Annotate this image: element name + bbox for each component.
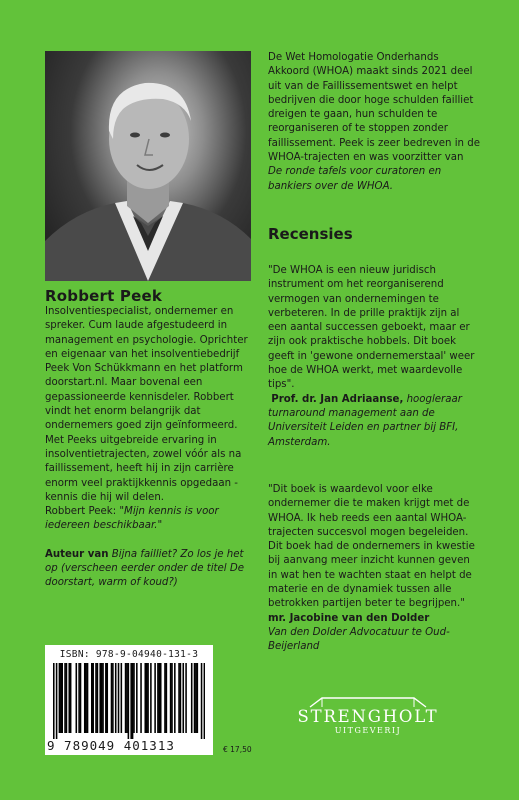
barcode-bar	[56, 663, 58, 739]
barcode-bar	[78, 663, 80, 733]
barcode-bar	[194, 663, 196, 733]
barcode-bar	[102, 663, 104, 733]
author-other-book-label: Auteur van	[45, 548, 109, 560]
intro-italic: De ronde tafels voor curatoren en bankiers over de WHOA.	[268, 166, 442, 192]
barcode-bar	[125, 663, 127, 733]
author-quote-line	[45, 505, 257, 534]
barcode-bar	[180, 663, 182, 733]
review-1-text: "De WHOA is een nieuw juridisch instrument om het reorganiserend vermogen van ondernemingen te verbeteren. In de prille praktijk zijn al een aantal successen geboekt, maar er zijn ook praktische hobbels. Dit boek geeft in 'gewone ondernemerstaal' weer hoe de WHOA werkt, met waardevolle tips".	[268, 265, 475, 391]
author-quote-name: Robbert Peek:	[45, 506, 117, 518]
isbn-label: ISBN: 978-9-04940-131-3	[59, 649, 199, 660]
barcode-bar	[80, 663, 82, 733]
barcode-bar	[130, 663, 132, 739]
author-portrait-illustration	[45, 51, 251, 281]
review-2-attribution	[268, 612, 480, 655]
barcode-bar	[101, 663, 103, 733]
barcode-bar	[174, 663, 176, 733]
author-other-book-title: Bijna failliet? Zo los je het op (verscheen eerder onder de titel De doorstart, warm of koud?)	[45, 548, 244, 589]
author-bio-column	[45, 305, 257, 591]
publisher-logo	[283, 696, 453, 756]
barcode-bar	[144, 663, 146, 733]
barcode-bar	[112, 663, 114, 733]
author-name: Robbert Peek	[45, 287, 163, 305]
barcode-bar	[121, 663, 123, 733]
barcode-bar	[95, 663, 97, 733]
barcode-bar	[84, 663, 86, 733]
author-photo	[45, 51, 251, 281]
barcode-bar	[53, 663, 55, 739]
barcode-bar	[87, 663, 89, 733]
barcode-bars	[53, 663, 205, 739]
review-1-attribution	[268, 393, 480, 450]
barcode-bar	[59, 663, 61, 733]
publisher-sub: UITGEVERIJ	[334, 726, 402, 735]
barcode-bar	[68, 663, 70, 733]
barcode-bar	[99, 663, 101, 733]
barcode-bar	[66, 663, 68, 733]
review-1-name: Prof. dr. Jan Adriaanse,	[271, 393, 404, 405]
barcode-digits: 9 789049 401313	[47, 738, 175, 753]
barcode-bar	[76, 663, 78, 733]
barcode-bar	[136, 663, 138, 733]
barcode-bar	[106, 663, 108, 733]
barcode-bar	[61, 663, 63, 733]
barcode-bar	[166, 663, 168, 733]
review-1	[268, 264, 480, 450]
intro-column	[268, 51, 480, 194]
barcode-bar	[118, 663, 120, 733]
review-2	[268, 483, 480, 655]
barcode-bar	[159, 663, 161, 733]
barcode-bar	[164, 663, 166, 733]
intro-paragraph	[268, 51, 480, 194]
barcode-bar	[201, 663, 203, 739]
review-2-role: Van den Dolder Advocatuur te Oud-Beijerland	[268, 626, 450, 653]
isbn-barcode	[45, 645, 213, 755]
barcode-bar	[92, 663, 94, 733]
barcode-bar	[111, 663, 113, 733]
review-2-text: "Dit boek is waardevol voor elke ondernemer die te maken krijgt met de WHOA. Ik heb reeds een aantal WHOA-trajecten succesvol mogen begeleiden. Dit boek had de ondernemers in kwestie bij aanvang meer inzicht kunnen geven in wat hen te wachten staat en helpt de materie en de dynamiek tussen alle betrokken partijen beter te begrijpen."	[268, 484, 475, 610]
barcode-bar	[170, 663, 172, 733]
barcode-bar	[133, 663, 135, 733]
barcode-bar	[154, 663, 156, 733]
barcode-bar	[160, 663, 162, 733]
barcode-bar	[178, 663, 180, 733]
intro-text: De Wet Homologatie Onderhands Akkoord (WHOA) maakt sinds 2021 deel uit van de Faillissementswet en helpt bedrijven die door hoge schulden failliet dreigen te gaan, hun schulden te reorganiseren of te stoppen zonder faillissement. Peek is zeer bedreven in de WHOA-trajecten en was voorzitter van	[268, 52, 480, 164]
barcode-bar	[195, 663, 197, 733]
barcode-bar	[204, 663, 205, 739]
barcode-bar	[60, 663, 62, 733]
author-other-book	[45, 548, 257, 591]
barcode-bar	[150, 663, 152, 733]
barcode-bar	[182, 663, 184, 733]
review-2-name: mr. Jacobine van den Dolder	[268, 612, 430, 624]
barcode-bar	[157, 663, 159, 733]
barcode-bar	[70, 663, 72, 733]
barcode-bar	[85, 663, 87, 733]
barcode-bar	[126, 663, 128, 733]
barcode-bar	[105, 663, 107, 733]
barcode-bar	[197, 663, 199, 733]
recensies-heading: Recensies	[268, 225, 353, 243]
review-1-role: hoogleraar turnaround management aan de Universiteit Leiden en partner bij BFI, Amsterdam.	[268, 393, 462, 448]
barcode-bar	[97, 663, 99, 733]
barcode-bar	[64, 663, 66, 733]
barcode-bar	[140, 663, 142, 733]
barcode-bar	[128, 663, 130, 739]
barcode-bar	[115, 663, 117, 733]
price: € 17,50	[223, 745, 252, 754]
barcode-bar	[185, 663, 187, 733]
barcode-bar	[132, 663, 134, 739]
author-bio: Insolventiespecialist, ondernemer en spreker. Cum laude afgestudeerd in management en psychologie. Oprichter en eigenaar van het insolventiebedrijf Peek Von Schükkmann en het platform doorstart.nl. Maar bovenal een gepassioneerde kennisdeler. Robbert vindt het enorm belangrijk dat ondernemers goed zijn geïnformeerd. Met Peeks uitgebreide ervaring in insolventietrajecten, zowel vóór als na faillissement, heeft hij in zijn carrière enorm veel praktijkkennis opgedaan - kennis die hij wil delen.	[45, 306, 248, 503]
author-quote: "Mijn kennis is voor iedereen beschikbaar."	[45, 506, 219, 532]
barcode-bar	[191, 663, 193, 733]
barcode-bar	[147, 663, 149, 733]
barcode-bar	[91, 663, 93, 733]
publisher-name: STRENGHOLT	[297, 707, 439, 726]
barcode-bar	[146, 663, 148, 733]
barcode-bar	[171, 663, 173, 733]
